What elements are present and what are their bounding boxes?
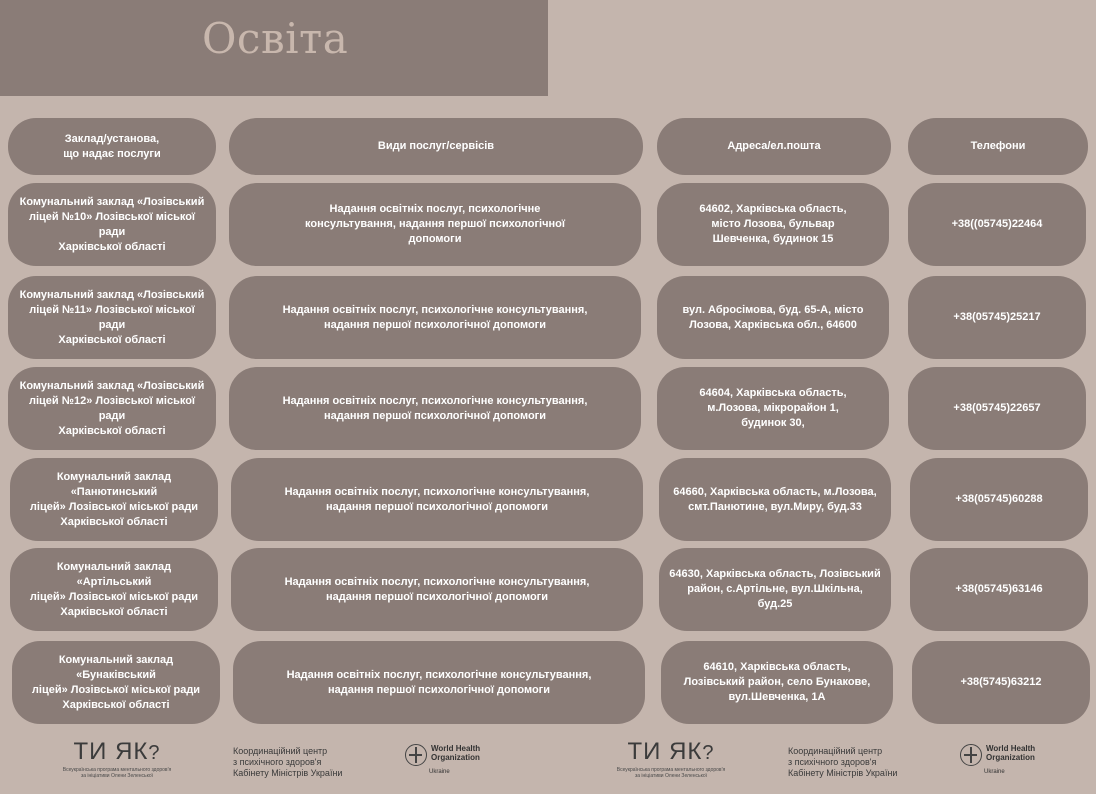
header-institution: [8, 118, 216, 175]
who-name-line: Organization: [986, 753, 1035, 762]
institution-line: Харківської області: [58, 240, 166, 253]
tiyak-logo-mark: ?: [148, 742, 161, 764]
institution-line: Харківської області: [60, 605, 168, 618]
address-line: місто Лозова, бульвар: [711, 218, 835, 230]
address-line: вул. Абросімова, буд. 65-А, місто: [682, 303, 864, 316]
phone-cell: [908, 367, 1086, 450]
services-line: Надання освітніх послуг, психологічне консультування,: [284, 575, 590, 588]
services-cell: [233, 641, 645, 724]
coord-line: Координаційний центр: [788, 746, 883, 756]
address-line: 64602, Харківська область,: [699, 203, 847, 215]
phone-number: +38(5745)63212: [960, 676, 1042, 688]
phone-cell: [912, 641, 1090, 724]
services-line: допомоги: [408, 233, 462, 245]
institution-cell: [8, 183, 216, 266]
phone-cell: [910, 458, 1088, 541]
header-services: [229, 118, 643, 175]
address-line: 64630, Харківська область, Лозівський: [669, 568, 881, 580]
services-line: Надання освітніх послуг, психологічне консультування,: [284, 485, 590, 498]
phone-cell: [908, 183, 1086, 266]
services-line: Надання освітніх послуг, психологічне консультування,: [282, 394, 588, 407]
tiyak-logo-text: ТИ ЯК: [73, 738, 149, 765]
services-line: надання першої психологічної допомоги: [325, 590, 549, 603]
coordination-center-text: [233, 746, 342, 779]
services-line: надання першої психологічної допомоги: [327, 683, 551, 696]
who-name-line: Organization: [431, 753, 480, 762]
institution-cell: [8, 367, 216, 450]
address-cell: [659, 548, 891, 631]
header-institution-line: що надає послуги: [63, 147, 161, 160]
address-line: буд.25: [757, 598, 793, 610]
institution-line: Комунальний заклад «Лозівський: [19, 195, 205, 208]
address-line: вул.Шевченка, 1А: [728, 691, 826, 703]
page-title: Освіта: [202, 14, 349, 63]
institution-line: ліцей» Лозівської міської ради: [29, 500, 199, 513]
header-services-label: Види послуг/сервісів: [377, 140, 495, 152]
services-cell: [229, 183, 641, 266]
services-line: Надання освітніх послуг, психологічне консультування,: [282, 303, 588, 316]
tiyak-caption-line: за ініціативи Олени Зеленської: [80, 773, 154, 779]
header-address: [657, 118, 891, 175]
address-line: Лозова, Харківська обл., 64600: [689, 318, 857, 331]
tiyak-logo: [611, 738, 731, 779]
who-emblem-icon: [960, 744, 982, 766]
services-line: консультування, надання першої психологічної: [305, 218, 565, 230]
address-line: район, с.Артільне, вул.Шкільна,: [687, 583, 863, 595]
services-line: Надання освітніх послуг, психологічне консультування,: [286, 668, 592, 681]
services-cell: [229, 276, 641, 359]
address-line: 64660, Харківська область, м.Лозова,: [673, 485, 877, 498]
who-emblem-icon: [405, 744, 427, 766]
institution-cell: [8, 276, 216, 359]
who-name-line: World Health: [986, 744, 1036, 753]
institution-line: ліцей» Лозівської міської ради: [31, 683, 201, 696]
institution-line: Комунальний заклад «Лозівський: [19, 288, 205, 301]
coord-line: з психічного здоров'я: [788, 757, 877, 767]
address-line: м.Лозова, мікрорайон 1,: [707, 402, 839, 414]
coordination-center-text: [788, 746, 897, 779]
institution-line: Харківської області: [58, 424, 166, 437]
who-country: Ukraine: [429, 769, 450, 775]
institution-line: Комунальний заклад «Бунаківський: [58, 653, 174, 681]
coord-line: Кабінету Міністрів України: [233, 768, 343, 778]
address-cell: [661, 641, 893, 724]
address-cell: [659, 458, 891, 541]
address-cell: [657, 276, 889, 359]
institution-line: ліцей №11» Лозівської міської ради: [29, 303, 195, 331]
tiyak-caption-line: за ініціативи Олени Зеленської: [634, 773, 708, 779]
who-logo: [960, 744, 1035, 777]
header-institution-line: Заклад/установа,: [64, 132, 160, 145]
coord-line: Кабінету Міністрів України: [788, 768, 898, 778]
services-line: надання першої психологічної допомоги: [323, 318, 547, 331]
services-line: надання першої психологічної допомоги: [323, 409, 547, 422]
header-phones: [908, 118, 1088, 175]
institution-line: ліцей №12» Лозівської міської ради: [28, 394, 196, 422]
tiyak-caption-line: Всеукраїнська програма ментального здоров'я: [62, 767, 172, 773]
institution-line: Комунальний заклад «Артільський: [56, 560, 172, 588]
address-line: будинок 30,: [741, 417, 805, 429]
institution-line: Комунальний заклад «Лозівський: [19, 379, 205, 392]
institution-line: ліцей №10» Лозівської міської ради: [28, 210, 196, 238]
address-line: 64610, Харківська область,: [703, 661, 851, 673]
who-name-line: World Health: [431, 744, 481, 753]
phone-number: +38(05745)25217: [953, 311, 1041, 323]
phone-number: +38(05745)60288: [955, 493, 1043, 505]
phone-cell: [910, 548, 1088, 631]
institution-line: ліцей» Лозівської міської ради: [29, 590, 199, 603]
phone-number: +38((05745)22464: [951, 218, 1043, 230]
institution-cell: [10, 548, 218, 631]
phone-number: +38(05745)63146: [955, 583, 1043, 595]
institution-line: Харківської області: [58, 333, 166, 346]
coord-line: з психічного здоров'я: [233, 757, 322, 767]
address-line: Шевченка, будинок 15: [712, 233, 834, 245]
who-logo: [405, 744, 480, 777]
coord-line: Координаційний центр: [233, 746, 328, 756]
tiyak-logo-mark: ?: [702, 742, 715, 764]
services-cell: [231, 458, 643, 541]
who-country: Ukraine: [984, 769, 1005, 775]
institution-cell: [12, 641, 220, 724]
services-cell: [229, 367, 641, 450]
address-line: смт.Панютине, вул.Миру, буд.33: [688, 500, 862, 513]
services-line: Надання освітніх послуг, психологічне: [329, 203, 541, 215]
services-cell: [231, 548, 643, 631]
phone-number: +38(05745)22657: [953, 402, 1041, 414]
address-line: Лозівський район, село Бунакове,: [683, 676, 871, 688]
tiyak-logo-text: ТИ ЯК: [627, 738, 703, 765]
institution-line: Харківської області: [62, 698, 170, 711]
address-line: 64604, Харківська область,: [699, 387, 847, 399]
address-cell: [657, 183, 889, 266]
address-cell: [657, 367, 889, 450]
services-line: надання першої психологічної допомоги: [325, 500, 549, 513]
header-address-label: Адреса/ел.пошта: [727, 140, 821, 152]
tiyak-caption-line: Всеукраїнська програма ментального здоров'я: [616, 767, 726, 773]
institution-cell: [10, 458, 218, 541]
header-phones-label: Телефони: [970, 140, 1026, 152]
institution-line: Харківської області: [60, 515, 168, 528]
phone-cell: [908, 276, 1086, 359]
tiyak-logo: [57, 738, 177, 779]
institution-line: Комунальний заклад «Панютинський: [56, 470, 172, 498]
